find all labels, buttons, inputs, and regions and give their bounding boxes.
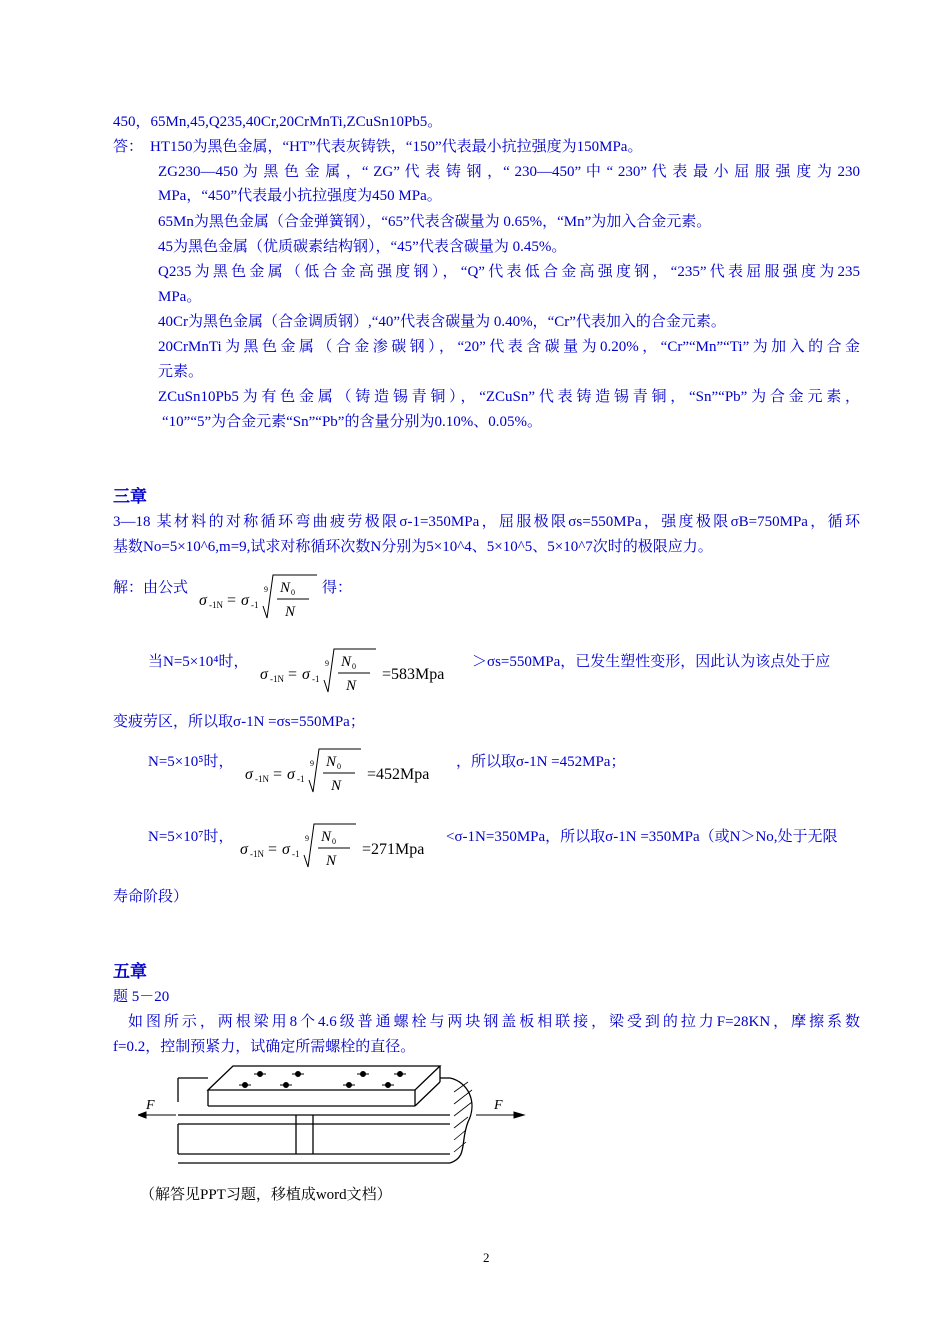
svg-text:σ: σ [282,841,290,858]
svg-text:9: 9 [305,834,309,843]
problem-3-18-line2: 基数No=5×10^6,m=9,试求对称循环次数N分别为5×10^4、5×10^5、5×10^7次时的极限应力。 [113,539,713,555]
svg-text:=: = [268,841,278,858]
formula-case3 [238,821,450,871]
svg-text:=: = [288,666,298,683]
answer-zg230-b: MPa，“450”代表最小抗拉强度为450 MPa。 [158,188,442,204]
problem-3-18-line1: 3—18 某材料的对称循环弯曲疲劳极限σ-1=350MPa，屈服极限σs=550MPa，强度极限σB=750MPa，循环 [113,514,860,530]
chapter-3-heading: 三章 [113,487,147,506]
force-right-label: F [494,1098,503,1113]
svg-text:N: N [321,829,332,845]
svg-text:9: 9 [325,659,329,668]
bolted-joint-figure [138,1062,530,1172]
case3-condition: N=5×10⁷时， [148,829,234,845]
formula-case2 [243,746,455,796]
material-list: 450，65Mn,45,Q235,40Cr,20CrMnTi,ZCuSn10Pb5。 [113,114,443,130]
formula-general [197,572,319,622]
svg-text:-1: -1 [297,774,305,784]
problem-5-20-desc-line1: 如图所示，两根梁用8个4.6级普通螺栓与两块钢盖板相联接，梁受到的拉力F=28KN，摩擦系数 [128,1014,860,1030]
answer-zcusn-b: “10”“5”为合金元素“Sn”“Pb”的含量分别为0.10%、0.05%。 [162,414,542,430]
svg-text:N: N [326,754,337,770]
svg-text:-1: -1 [292,849,300,859]
answer-label: 答： [113,139,144,155]
svg-text:N: N [285,604,296,620]
svg-text:-1N: -1N [250,849,264,859]
case3-value: =271Mpa [362,841,425,858]
case3-conclusion: <σ-1N=350MPa，所以取σ-1N =350MPa（或N＞No,处于无限 [446,829,838,845]
answer-q235-b: MPa。 [158,289,202,305]
svg-text:-1N: -1N [270,674,284,684]
svg-text:-1N: -1N [209,600,223,610]
case1-conclusion: ＞σs=550MPa，已发生塑性变形，因此认为该点处于应 [472,654,831,670]
svg-text:0: 0 [332,837,336,846]
svg-text:N: N [331,778,342,794]
svg-text:σ: σ [245,766,253,783]
svg-text:9: 9 [310,759,314,768]
problem-5-20-title: 题 5－20 [113,989,170,1005]
figure-note: （解答见PPT习题，移植成word文档） [140,1187,392,1203]
chapter-5-heading: 五章 [113,962,147,981]
case2-value: =452Mpa [367,766,430,783]
problem-5-20-desc-line2: f=0.2，控制预紧力，试确定所需螺栓的直径。 [113,1039,416,1055]
solution-gets: 得： [322,580,353,596]
svg-text:=: = [273,766,283,783]
svg-text:σ: σ [302,666,310,683]
force-left-label: F [146,1098,155,1113]
svg-text:σ: σ [260,666,268,683]
answer-65mn: 65Mn为黑色金属（合金弹簧钢），“65”代表含碳量为 0.65%，“Mn”为加入合金元素。 [158,214,712,230]
svg-text:-1: -1 [312,674,320,684]
svg-text:0: 0 [291,588,295,597]
case2-conclusion: ，所以取σ-1N =452MPa； [456,754,626,770]
answer-zg230-a: ZG230—450 为 黑 色 金 属 ，“ ZG” 代 表 铸 钢 ，“ 230—450” 中 “ 230” 代 表 最 小 屈 服 强 度 为 230 [158,164,860,180]
svg-text:σ: σ [287,766,295,783]
solution-intro: 解：由公式 [113,580,189,596]
case1-continued: 变疲劳区，所以取σ-1N =σs=550MPa； [113,714,365,730]
svg-text:σ: σ [199,592,207,609]
answer-20crmnti-a: 20CrMnTi为黑色金属（合金渗碳钢），“20”代表含碳量为0.20%，“Cr”“Mn”“Ti”为加入的合金 [158,339,860,355]
svg-text:σ: σ [240,841,248,858]
answer-zcusn-a: ZCuSn10Pb5为有色金属（铸造锡青铜），“ZCuSn”代表铸造锡青铜，“Sn”“Pb”为合金元素， [158,389,860,405]
svg-text:N: N [326,853,337,869]
case2-condition: N=5×10⁵时， [148,754,234,770]
answer-40cr: 40Cr为黑色金属（合金调质钢）,“40”代表含碳量为 0.40%，“Cr”代表加入的合金元素。 [158,314,726,330]
formula-case1 [258,646,470,696]
svg-text:=: = [227,592,237,609]
answer-20crmnti-b: 元素。 [158,364,204,380]
svg-text:-1N: -1N [255,774,269,784]
svg-text:-1: -1 [251,600,259,610]
case3-continued: 寿命阶段） [113,889,189,905]
svg-text:0: 0 [337,762,341,771]
svg-text:N: N [341,654,352,670]
answer-45: 45为黑色金属（优质碳素结构钢），“45”代表含碳量为 0.45%。 [158,239,567,255]
answer-q235-a: Q235为黑色金属（低合金高强度钢），“Q”代表低合金高强度钢，“235”代表屈服强度为235 [158,264,860,280]
svg-text:N: N [280,580,291,596]
case1-value: =583Mpa [382,666,445,683]
svg-text:N: N [346,678,357,694]
svg-text:0: 0 [352,662,356,671]
case1-condition: 当N=5×10⁴时， [148,654,249,670]
svg-text:σ: σ [241,592,249,609]
svg-text:9: 9 [264,585,268,594]
answer-ht150: HT150为黑色金属，“HT”代表灰铸铁，“150”代表最小抗拉强度为150MPa。 [150,139,643,155]
page-number: 2 [483,1250,490,1265]
